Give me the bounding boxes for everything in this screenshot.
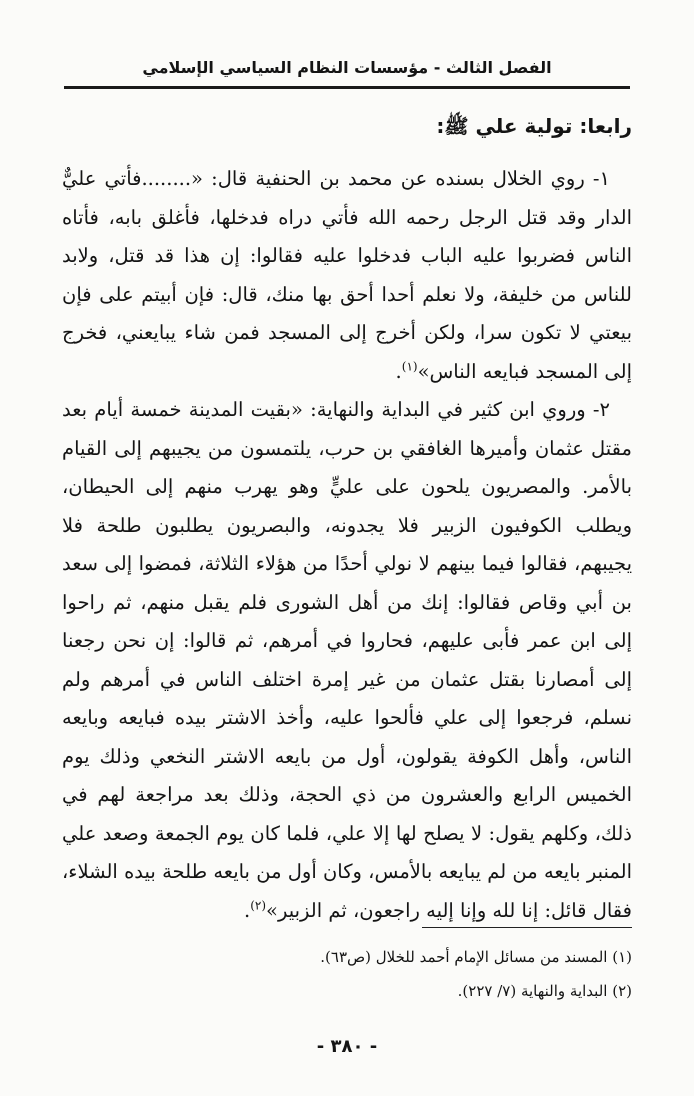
footnote-ref-1: (١) — [401, 359, 418, 373]
paragraph-2 — [62, 391, 632, 930]
body-text — [62, 160, 632, 930]
footnote-ref-2: (٢) — [250, 898, 267, 912]
section-heading: رابعا: تولية علي ﷺ: — [436, 114, 632, 138]
paragraph-1 — [62, 160, 632, 391]
paragraph-2-text: ٢- وروي ابن كثير في البداية والنهاية: «بقيت المدينة خمسة أيام بعد مقتل عثمان وأميرها الغافقي بن حرب، يلتمسون من يجيبهم إلى القيام بالأمر. والمصريون يلحون على عليٍّ وهو يهرب منهم إلى الحيطان، ويطلب الكوفيون الزبير فلا يجدونه، والبصريون يطلبون طلحة فلا يجيبهم، فقالوا فيما بينهم لا نولي أحدًا من هؤلاء الثلاثة، فمضوا إلى سعد بن أبي وقاص فقالوا: إنك من أهل الشورى فلم يقبل منهم، ثم راحوا إلى ابن عمر فأبى عليهم، فحاروا في أمرهم، ثم قالوا: إن نحن رجعنا إلى أمصارنا بقتل عثمان من غير إمرة اختلف الناس في أمرهم ولم نسلم، فرجعوا إلى علي فألحوا عليه، وأخذ الاشتر بيده فبايعه وبايعه الناس، وأهل الكوفة يقولون، أول من بايعه الاشتر النخعي وذلك يوم الخميس الرابع والعشرون من ذي الحجة، وذلك بعد مراجعة لهم في ذلك، وكلهم يقول: لا يصلح لها إلا علي، فلما كان يوم الجمعة وصعد علي المنبر بايعه من لم يبايعه بالأمس، وكان أول من بايعه طلحة بيده الشلاء، فقال قائل: إنا لله وإنا إليه راجعون، ثم الزبير» — [62, 398, 632, 922]
page-number: - ٣٨٠ - — [316, 1036, 378, 1057]
footnotes — [62, 940, 632, 1008]
paragraph-2-end: . — [244, 898, 251, 922]
running-header: الفصل الثالث - مؤسسات النظام السياسي الإسلامي — [142, 58, 552, 77]
footnote-rule — [422, 927, 632, 928]
footnote-1: (١) المسند من مسائل الإمام أحمد للخلال (ص٦٣). — [320, 948, 632, 966]
paragraph-1-end: . — [395, 359, 402, 383]
footnote-2: (٢) البداية والنهاية (٧/ ٢٢٧). — [457, 982, 632, 1000]
header-rule — [64, 86, 630, 89]
paragraph-1-text: ١- روي الخلال بسنده عن محمد بن الحنفية قال: «........فأتي عليٌّ الدار وقد قتل الرجل رحمه الله فأتي دراه فدخلها، فأغلق بابه، فأتاه الناس فضربوا عليه الباب فدخلوا عليه فقالوا: إن هذا قد قتل، ولابد للناس من خليفة، ولا نعلم أحدا أحق بها منك، قال: فإن أبيتم على فإن بيعتي لا تكون سرا، ولكن أخرج إلى المسجد فمن شاء يبايعني، فخرج إلى المسجد فبايعه الناس» — [62, 167, 632, 383]
